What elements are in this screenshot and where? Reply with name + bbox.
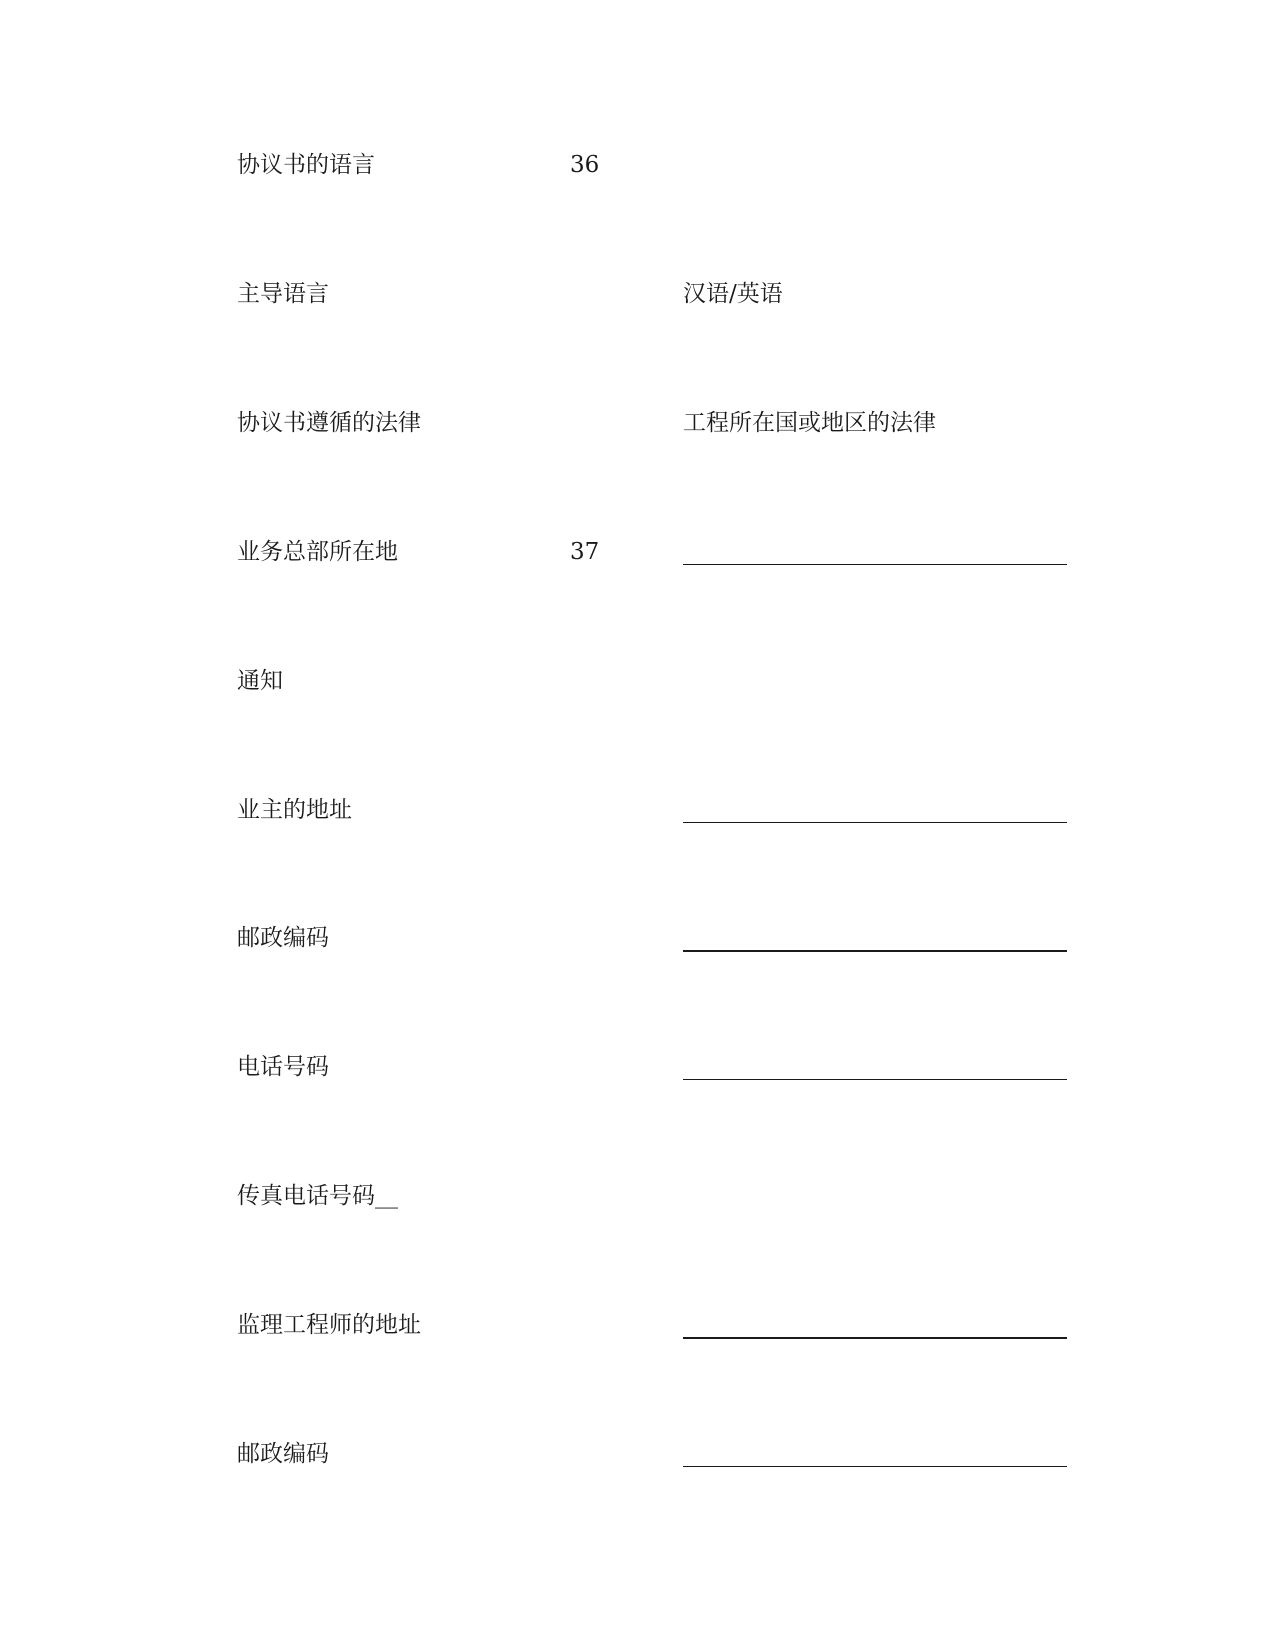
- row-business-headquarters: [0, 532, 1275, 572]
- row-owner-address: [0, 790, 1275, 830]
- row-label: 电话号码: [237, 1054, 329, 1080]
- row-governing-law: [0, 403, 1275, 443]
- row-owner-postal-code: [0, 918, 1275, 958]
- row-owner-fax: [0, 1176, 1275, 1216]
- row-notices-heading: [0, 661, 1275, 701]
- fill-in-blank-line[interactable]: [683, 822, 1067, 823]
- clause-number: 37: [570, 539, 600, 565]
- row-label: 监理工程师的地址: [237, 1312, 421, 1338]
- row-label: 邮政编码: [237, 925, 329, 951]
- row-agreement-language: [0, 145, 1275, 185]
- fill-in-blank-line[interactable]: [683, 1079, 1067, 1080]
- row-value: 汉语/英语: [683, 281, 783, 307]
- row-label: 邮政编码: [237, 1441, 329, 1467]
- fill-in-blank-line[interactable]: [683, 564, 1067, 565]
- row-label: 协议书遵循的法律: [237, 410, 421, 436]
- row-label: 业务总部所在地: [237, 539, 398, 565]
- fill-in-blank-line[interactable]: [683, 1466, 1067, 1467]
- row-governing-language: [0, 274, 1275, 314]
- row-label: 协议书的语言: [237, 152, 375, 178]
- row-engineer-postal-code: [0, 1434, 1275, 1474]
- fill-in-blank-line[interactable]: [683, 1337, 1067, 1339]
- row-owner-phone: [0, 1047, 1275, 1087]
- fill-in-blank-line[interactable]: [683, 950, 1067, 952]
- row-label: 通知: [237, 668, 283, 694]
- row-label: 业主的地址: [237, 797, 352, 823]
- row-label: 主导语言: [237, 281, 329, 307]
- row-label: 传真电话号码__: [237, 1183, 398, 1209]
- clause-number: 36: [570, 152, 600, 178]
- row-engineer-address: [0, 1305, 1275, 1345]
- row-value: 工程所在国或地区的法律: [683, 410, 936, 436]
